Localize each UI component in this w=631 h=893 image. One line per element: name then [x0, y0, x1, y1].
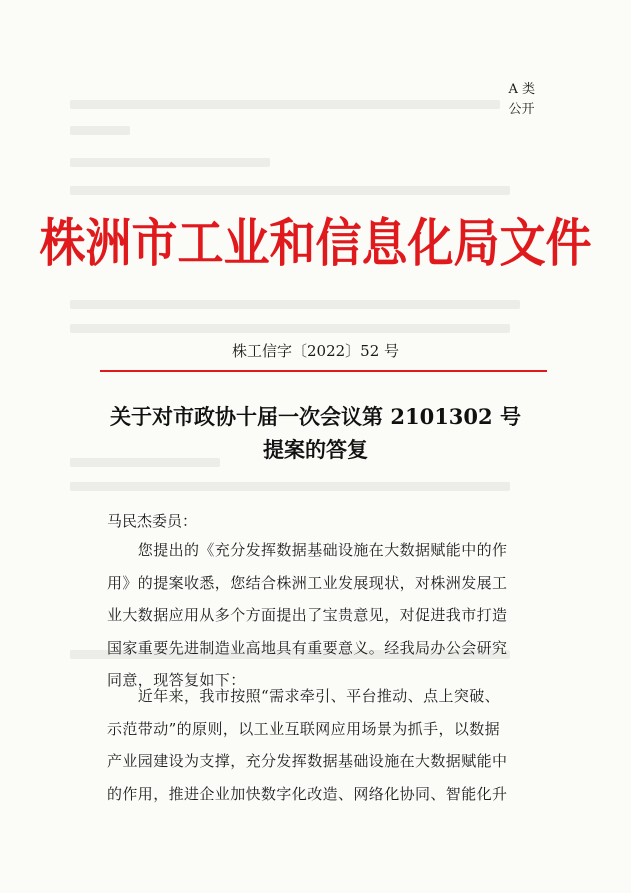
bleed-through-mark: [70, 100, 500, 109]
paragraph-line: 的作用，推进企业加快数字化改造、网络化协同、智能化升: [107, 784, 508, 803]
document-title-line: 提案的答复: [263, 437, 368, 462]
body-paragraph: [107, 680, 547, 810]
document-title: [0, 400, 631, 466]
salutation: 马民杰委员：: [107, 512, 198, 530]
bleed-through-mark: [70, 300, 520, 309]
paragraph-line: 用》的提案收悉，您结合株洲工业发展现状，对株洲发展工: [107, 573, 508, 592]
bleed-through-mark: [70, 126, 130, 135]
paragraph-line: 您提出的《充分发挥数据基础设施在大数据赋能中的作: [107, 541, 508, 559]
classification-category: A 类: [508, 82, 535, 97]
paragraph-line: 业大数据应用从多个方面提出了宝贵意见，对促进我市打造: [107, 606, 508, 624]
bleed-through-mark: [70, 482, 510, 491]
paragraph-line: 近年来，我市按照“需求牵引、平台推动、点上突破、: [107, 687, 501, 705]
document-title-line: 关于对市政协十届一次会议第 2101302 号: [110, 404, 521, 429]
paragraph-line: 国家重要先进制造业高地具有重要意义。经我局办公会研究: [107, 638, 508, 657]
document-number: 株工信字〔2022〕52 号: [231, 342, 400, 360]
red-divider-line: [100, 370, 547, 372]
bleed-through-mark: [70, 186, 510, 195]
bleed-through-mark: [70, 158, 270, 167]
body-paragraph: [107, 534, 547, 697]
classification-mark: [508, 80, 535, 120]
paragraph-line: 同意，现答复如下：: [107, 671, 246, 689]
classification-disclosure: 公开: [508, 102, 535, 117]
bleed-through-mark: [70, 324, 510, 333]
paragraph-line: 产业园建设为支撑，充分发挥数据基础设施在大数据赋能中: [107, 752, 508, 770]
paragraph-line: 示范带动”的原则，以工业互联网应用场景为抓手，以数据: [107, 719, 501, 738]
document-masthead: 株洲市工业和信息化局文件: [39, 212, 592, 274]
